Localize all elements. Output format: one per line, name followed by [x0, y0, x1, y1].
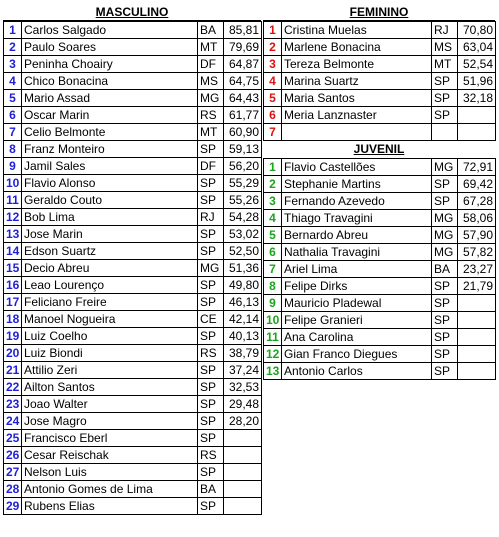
state-code: MG — [198, 260, 224, 277]
masculino-row — [4, 260, 262, 277]
rank-number: 7 — [4, 124, 22, 141]
competitor-name: Marlene Bonacina — [282, 39, 432, 56]
feminino-row — [264, 56, 496, 73]
competitor-name: Maria Santos — [282, 90, 432, 107]
state-code: SP — [432, 90, 458, 107]
masculino-row — [4, 498, 262, 515]
competitor-name: Edson Suartz — [22, 243, 198, 260]
masculino-row — [4, 345, 262, 362]
score-value: 63,04 — [458, 39, 496, 56]
score-value — [224, 481, 262, 498]
state-code: MG — [432, 227, 458, 244]
masculino-row — [4, 22, 262, 39]
feminino-row — [264, 90, 496, 107]
masculino-row — [4, 294, 262, 311]
masculino-row — [4, 311, 262, 328]
score-value: 21,79 — [458, 278, 496, 295]
juvenil-row — [264, 176, 496, 193]
score-value — [458, 107, 496, 124]
juvenil-row — [264, 346, 496, 363]
state-code: RS — [198, 107, 224, 124]
score-value: 51,36 — [224, 260, 262, 277]
rank-number: 10 — [264, 312, 282, 329]
competitor-name: Jamil Sales — [22, 158, 198, 175]
state-code: SP — [198, 379, 224, 396]
juvenil-title: JUVENIL — [353, 142, 405, 156]
rank-number: 26 — [4, 447, 22, 464]
state-code: SP — [198, 464, 224, 481]
rank-number: 12 — [264, 346, 282, 363]
rank-number: 8 — [4, 141, 22, 158]
rank-number: 6 — [264, 244, 282, 261]
score-value: 57,90 — [458, 227, 496, 244]
masculino-row — [4, 209, 262, 226]
competitor-name: Carlos Salgado — [22, 22, 198, 39]
rank-number: 29 — [4, 498, 22, 515]
juvenil-row — [264, 227, 496, 244]
masculino-row — [4, 124, 262, 141]
score-value: 67,28 — [458, 193, 496, 210]
juvenil-row — [264, 244, 496, 261]
rank-number: 15 — [4, 260, 22, 277]
rank-number: 7 — [264, 261, 282, 278]
score-value: 51,96 — [458, 73, 496, 90]
competitor-name: Mauricio Pladewal — [282, 295, 432, 312]
competitor-name: Ailton Santos — [22, 379, 198, 396]
state-code: SP — [198, 413, 224, 430]
state-code: RJ — [432, 22, 458, 39]
score-value — [458, 124, 496, 141]
juvenil-row — [264, 261, 496, 278]
competitor-name: Nathalia Travagini — [282, 244, 432, 261]
rank-number: 4 — [264, 210, 282, 227]
state-code: MG — [432, 210, 458, 227]
competitor-name: Leao Lourenço — [22, 277, 198, 294]
rank-number: 3 — [4, 56, 22, 73]
feminino-title: FEMININO — [263, 4, 495, 21]
competitor-name: Felipe Dirks — [282, 278, 432, 295]
score-value: 57,82 — [458, 244, 496, 261]
rank-number: 9 — [4, 158, 22, 175]
state-code: MT — [198, 39, 224, 56]
rank-number: 6 — [264, 107, 282, 124]
rank-number: 14 — [4, 243, 22, 260]
competitor-name: Celio Belmonte — [22, 124, 198, 141]
score-value — [224, 464, 262, 481]
rank-number: 5 — [4, 90, 22, 107]
score-value — [458, 346, 496, 363]
rank-number: 19 — [4, 328, 22, 345]
masculino-row — [4, 379, 262, 396]
score-value: 53,02 — [224, 226, 262, 243]
rank-number: 24 — [4, 413, 22, 430]
feminino-row — [264, 22, 496, 39]
juvenil-row — [264, 312, 496, 329]
score-value — [458, 363, 496, 380]
state-code: SP — [198, 430, 224, 447]
score-value — [224, 498, 262, 515]
rank-number: 7 — [264, 124, 282, 141]
competitor-name: Peninha Choairy — [22, 56, 198, 73]
score-value: 28,20 — [224, 413, 262, 430]
score-value: 64,75 — [224, 73, 262, 90]
state-code: SP — [198, 277, 224, 294]
competitor-name: Francisco Eberl — [22, 430, 198, 447]
score-value: 54,28 — [224, 209, 262, 226]
state-code: SP — [432, 193, 458, 210]
score-value: 32,18 — [458, 90, 496, 107]
score-value: 59,13 — [224, 141, 262, 158]
state-code: DF — [198, 56, 224, 73]
rank-number: 3 — [264, 56, 282, 73]
masculino-row — [4, 328, 262, 345]
competitor-name: Cristina Muelas — [282, 22, 432, 39]
masculino-table — [3, 21, 262, 515]
rank-number: 4 — [4, 73, 22, 90]
state-code: SP — [198, 226, 224, 243]
state-code: MT — [432, 56, 458, 73]
masculino-row — [4, 56, 262, 73]
state-code: BA — [198, 481, 224, 498]
score-value: 69,42 — [458, 176, 496, 193]
rank-number: 22 — [4, 379, 22, 396]
state-code: MS — [198, 73, 224, 90]
score-value: 42,14 — [224, 311, 262, 328]
competitor-name: Antonio Carlos — [282, 363, 432, 380]
rank-number: 10 — [4, 175, 22, 192]
rank-number: 23 — [4, 396, 22, 413]
masculino-row — [4, 481, 262, 498]
competitor-name: Tereza Belmonte — [282, 56, 432, 73]
juvenil-table — [263, 158, 496, 380]
competitor-name: Flavio Castellões — [282, 159, 432, 176]
score-value: 52,54 — [458, 56, 496, 73]
rank-number: 11 — [264, 329, 282, 346]
competitor-name: Nelson Luis — [22, 464, 198, 481]
state-code: SP — [198, 498, 224, 515]
score-value: 38,79 — [224, 345, 262, 362]
score-value: 49,80 — [224, 277, 262, 294]
competitor-name: Ariel Lima — [282, 261, 432, 278]
rank-number: 9 — [264, 295, 282, 312]
competitor-name: Fernando Azevedo — [282, 193, 432, 210]
juvenil-row — [264, 278, 496, 295]
competitor-name: Luiz Coelho — [22, 328, 198, 345]
rank-number: 27 — [4, 464, 22, 481]
state-code: MS — [432, 39, 458, 56]
score-value: 55,29 — [224, 175, 262, 192]
state-code: SP — [198, 175, 224, 192]
competitor-name: Marina Suartz — [282, 73, 432, 90]
state-code: BA — [198, 22, 224, 39]
juvenil-row — [264, 193, 496, 210]
state-code: RJ — [198, 209, 224, 226]
state-code: SP — [432, 278, 458, 295]
competitor-name: Ana Carolina — [282, 329, 432, 346]
masculino-row — [4, 243, 262, 260]
competitor-name: Mario Assad — [22, 90, 198, 107]
state-code: SP — [198, 243, 224, 260]
rank-number: 18 — [4, 311, 22, 328]
score-value: 29,48 — [224, 396, 262, 413]
score-value: 64,87 — [224, 56, 262, 73]
rank-number: 21 — [4, 362, 22, 379]
juvenil-row — [264, 329, 496, 346]
competitor-name: Joao Walter — [22, 396, 198, 413]
competitor-name: Decio Abreu — [22, 260, 198, 277]
competitor-name: Manoel Nogueira — [22, 311, 198, 328]
rank-number: 1 — [264, 159, 282, 176]
competitor-name: Franz Monteiro — [22, 141, 198, 158]
masculino-row — [4, 90, 262, 107]
score-value: 72,91 — [458, 159, 496, 176]
score-value: 32,53 — [224, 379, 262, 396]
rank-number: 2 — [264, 39, 282, 56]
score-value: 37,24 — [224, 362, 262, 379]
state-code: SP — [432, 295, 458, 312]
rank-number: 28 — [4, 481, 22, 498]
competitor-name: Paulo Soares — [22, 39, 198, 56]
state-code: MT — [198, 124, 224, 141]
state-code: CE — [198, 311, 224, 328]
rank-number: 2 — [264, 176, 282, 193]
state-code: RS — [198, 447, 224, 464]
competitor-name: Gian Franco Diegues — [282, 346, 432, 363]
state-code: MG — [198, 90, 224, 107]
state-code: MG — [432, 159, 458, 176]
state-code: SP — [432, 107, 458, 124]
state-code: SP — [198, 192, 224, 209]
masculino-row — [4, 413, 262, 430]
competitor-name: Bob Lima — [22, 209, 198, 226]
state-code: BA — [432, 261, 458, 278]
rank-number: 1 — [264, 22, 282, 39]
masculino-row — [4, 192, 262, 209]
masculino-row — [4, 175, 262, 192]
score-value: 70,80 — [458, 22, 496, 39]
state-code: SP — [198, 141, 224, 158]
competitor-name — [282, 124, 432, 141]
rank-number: 20 — [4, 345, 22, 362]
state-code: SP — [432, 176, 458, 193]
competitor-name: Chico Bonacina — [22, 73, 198, 90]
rank-number: 17 — [4, 294, 22, 311]
score-value: 61,77 — [224, 107, 262, 124]
competitor-name: Bernardo Abreu — [282, 227, 432, 244]
rank-number: 13 — [4, 226, 22, 243]
competitor-name: Meria Lanznaster — [282, 107, 432, 124]
score-value: 85,81 — [224, 22, 262, 39]
feminino-section — [263, 4, 495, 380]
score-value — [458, 312, 496, 329]
rank-number: 8 — [264, 278, 282, 295]
ranking-sheet — [3, 4, 495, 532]
juvenil-row — [264, 295, 496, 312]
competitor-name: Antonio Gomes de Lima — [22, 481, 198, 498]
score-value: 40,13 — [224, 328, 262, 345]
score-value: 60,90 — [224, 124, 262, 141]
score-value — [224, 447, 262, 464]
masculino-row — [4, 226, 262, 243]
rank-number: 6 — [4, 107, 22, 124]
state-code: SP — [198, 396, 224, 413]
masculino-row — [4, 277, 262, 294]
competitor-name: Stephanie Martins — [282, 176, 432, 193]
score-value: 79,69 — [224, 39, 262, 56]
score-value: 23,27 — [458, 261, 496, 278]
competitor-name: Oscar Marin — [22, 107, 198, 124]
score-value — [458, 329, 496, 346]
masculino-row — [4, 430, 262, 447]
competitor-name: Jose Magro — [22, 413, 198, 430]
feminino-row — [264, 73, 496, 90]
rank-number: 5 — [264, 90, 282, 107]
masculino-row — [4, 73, 262, 90]
masculino-row — [4, 158, 262, 175]
competitor-name: Felipe Granieri — [282, 312, 432, 329]
competitor-name: Thiago Travagini — [282, 210, 432, 227]
state-code: SP — [432, 312, 458, 329]
masculino-row — [4, 362, 262, 379]
masculino-row — [4, 396, 262, 413]
rank-number: 5 — [264, 227, 282, 244]
state-code: MG — [432, 244, 458, 261]
state-code: SP — [432, 329, 458, 346]
competitor-name: Feliciano Freire — [22, 294, 198, 311]
score-value: 58,06 — [458, 210, 496, 227]
masculino-row — [4, 464, 262, 481]
feminino-row — [264, 107, 496, 124]
competitor-name: Geraldo Couto — [22, 192, 198, 209]
masculino-section — [3, 4, 261, 515]
state-code: SP — [432, 73, 458, 90]
masculino-row — [4, 107, 262, 124]
juvenil-row — [264, 159, 496, 176]
score-value: 56,20 — [224, 158, 262, 175]
juvenil-row — [264, 363, 496, 380]
competitor-name: Rubens Elias — [22, 498, 198, 515]
score-value: 46,13 — [224, 294, 262, 311]
competitor-name: Cesar Reischak — [22, 447, 198, 464]
score-value: 55,26 — [224, 192, 262, 209]
feminino-table — [263, 21, 496, 141]
competitor-name: Jose Marin — [22, 226, 198, 243]
rank-number: 11 — [4, 192, 22, 209]
score-value — [224, 430, 262, 447]
competitor-name: Luiz Biondi — [22, 345, 198, 362]
state-code — [432, 124, 458, 141]
rank-number: 3 — [264, 193, 282, 210]
feminino-row — [264, 39, 496, 56]
competitor-name: Flavio Alonso — [22, 175, 198, 192]
score-value — [458, 295, 496, 312]
rank-number: 1 — [4, 22, 22, 39]
masculino-row — [4, 447, 262, 464]
state-code: DF — [198, 158, 224, 175]
juvenil-row — [264, 210, 496, 227]
rank-number: 13 — [264, 363, 282, 380]
score-value: 52,50 — [224, 243, 262, 260]
feminino-row — [264, 124, 496, 141]
state-code: SP — [432, 363, 458, 380]
state-code: SP — [198, 328, 224, 345]
state-code: RS — [198, 345, 224, 362]
state-code: SP — [198, 362, 224, 379]
masculino-title: MASCULINO — [3, 4, 261, 21]
score-value: 64,43 — [224, 90, 262, 107]
competitor-name: Attilio Zeri — [22, 362, 198, 379]
rank-number: 12 — [4, 209, 22, 226]
masculino-row — [4, 141, 262, 158]
rank-number: 16 — [4, 277, 22, 294]
rank-number: 25 — [4, 430, 22, 447]
masculino-row — [4, 39, 262, 56]
rank-number: 2 — [4, 39, 22, 56]
rank-number: 4 — [264, 73, 282, 90]
state-code: SP — [432, 346, 458, 363]
state-code: SP — [198, 294, 224, 311]
